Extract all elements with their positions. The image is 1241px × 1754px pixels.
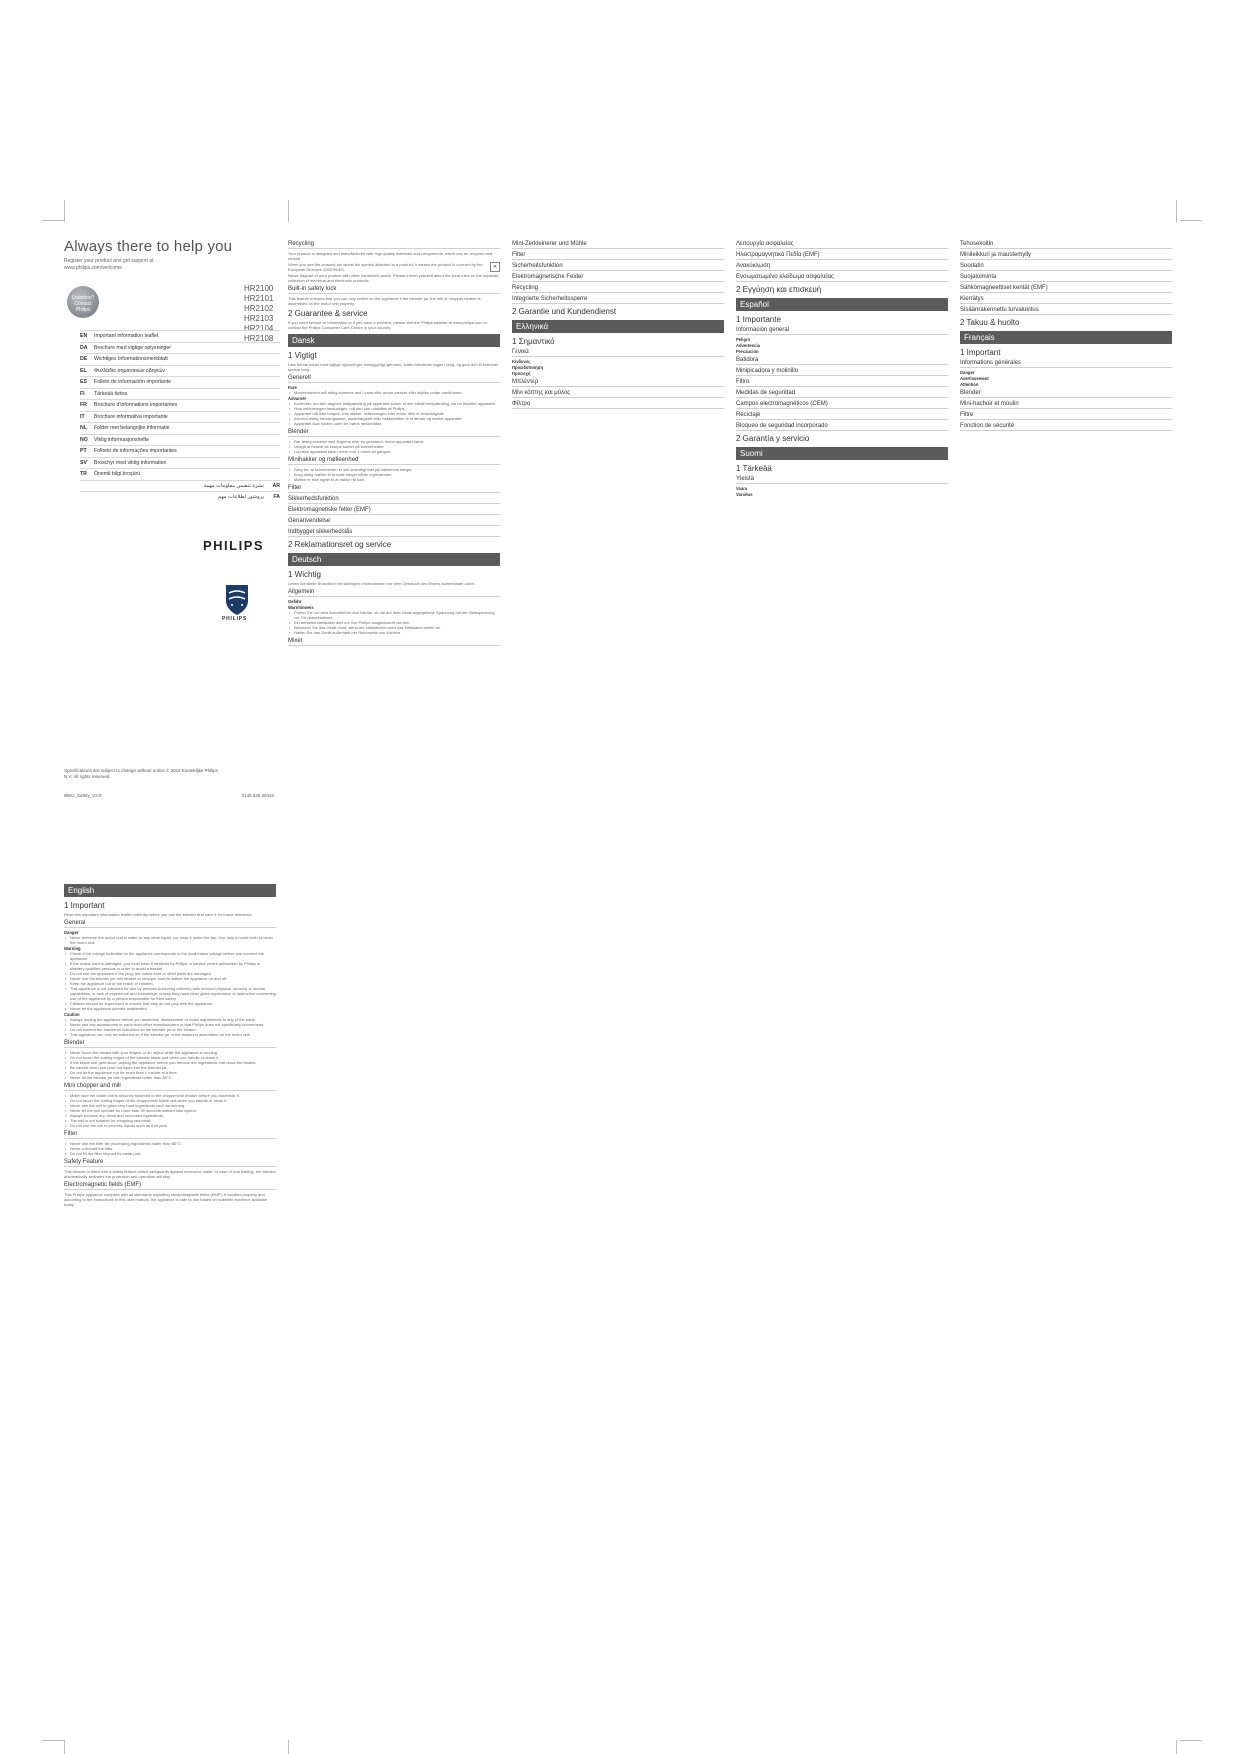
bullet: • Prüfen Sie vor dem Anschließen des Geräts, ob die auf dem Gerät angegebene Spannung mit der Netzspannung vor Ort übereinstimmt. xyxy=(288,610,500,620)
contact-badge: Question? Contact Philips xyxy=(67,286,99,318)
subsection-heading: Kierrätys xyxy=(960,296,1172,304)
bullet: • Never fill the blender jar with ingredients hotter than 80°C. xyxy=(64,1075,276,1080)
language-row xyxy=(80,422,280,434)
label: Advertencia xyxy=(736,343,760,348)
section-heading: 1 Tärkeää xyxy=(736,464,772,473)
language-code: NL xyxy=(80,425,87,432)
paragraph: If you need service or information or if you have a problem, please visit the Philips website at www.philips.com or contact the Philips Consumer Care Centre in your country. xyxy=(288,320,488,330)
label: Precaución xyxy=(736,349,759,354)
bullet: • Apparatet må ikke bruges, hvis stikket, netledningen eller andre dele er beskadigede. xyxy=(288,411,500,416)
language-code: SV xyxy=(80,459,87,466)
model-number: HR2104 xyxy=(244,324,274,333)
subsection-heading: Bloqueo de seguridad incorporado xyxy=(736,423,948,431)
subsection-heading: Filter xyxy=(288,485,500,493)
language-header: Suomi xyxy=(736,447,948,460)
bullet: • Always unplug the appliance before you assemble, disassemble or make adjustments to any of the parts. xyxy=(64,1017,276,1022)
subsection-heading: Mini-hachoir et moulin xyxy=(960,401,1172,409)
bullet: • Never use any accessories or parts from other manufacturers or that Philips does not specifically recommend. xyxy=(64,1022,276,1027)
bullet: • Hvis netledningen beskadiges, må den kun udskiftes af Philips. xyxy=(288,406,500,411)
language-row xyxy=(80,365,280,377)
bullet: • Do not use the appliance if the plug, the mains cord or other parts are damaged. xyxy=(64,971,276,976)
language-code: EN xyxy=(80,333,88,340)
label: Advarsel xyxy=(288,396,306,401)
model-number: HR2100 xyxy=(244,284,274,293)
label: Προειδοποίηση xyxy=(512,365,544,370)
bullet: • Make sure the blade unit is securely fastened to the chopper/mill beaker before you assemble it. xyxy=(64,1093,276,1098)
subsection-heading: Suodatin xyxy=(960,263,1172,271)
column-4 xyxy=(736,238,948,1738)
model-number: HR2102 xyxy=(244,304,274,313)
section-heading: 1 Important xyxy=(64,901,105,910)
model-number: HR2103 xyxy=(244,314,274,323)
subsection-heading: Electromagnetic fields (EMF) xyxy=(64,1182,276,1190)
section-heading: 2 Garantía y servicio xyxy=(736,434,810,443)
language-row xyxy=(80,376,280,388)
language-label: Brochure informativa importante xyxy=(94,413,168,420)
language-code: IT xyxy=(80,413,85,420)
column-2 xyxy=(288,238,500,1738)
doc-id: WEU_Safety_V2.0 xyxy=(64,793,102,798)
section-heading: 1 Wichtig xyxy=(288,570,321,579)
language-code: FI xyxy=(80,390,85,397)
subsection-heading: Sikkerhedsfunktion xyxy=(288,496,500,504)
crop-mark xyxy=(64,200,65,222)
bullet: • If the mains cord is damaged, you must have it replaced by Philips, a service centre authorised by Philips or similarly qualified persons in order to avoid a hazard. xyxy=(64,961,276,971)
language-row xyxy=(80,434,280,446)
label: Warnhinweis xyxy=(288,605,314,610)
language-row xyxy=(80,457,280,469)
subsection-heading: Blender xyxy=(64,1040,276,1048)
subsection-heading: Ανακύκλωση xyxy=(736,263,948,271)
subsection-heading: Filter xyxy=(64,1131,276,1139)
language-label: Tärkeää tietoa xyxy=(94,390,128,397)
bullet: • Do not touch the cutting edges of the blender blade unit when you handle or clean it. xyxy=(64,1055,276,1060)
subsection-heading: Fonction de sécurité xyxy=(960,423,1172,431)
language-code: FR xyxy=(80,402,87,409)
subsection-heading: Minihakker og mølleenhed xyxy=(288,457,500,465)
language-label: Brochure med vigtige oplysninger xyxy=(94,344,171,351)
crop-mark xyxy=(1180,1740,1202,1741)
subsection-heading: Mini-Zerkleinerer und Mühle xyxy=(512,241,724,249)
shield-wordmark: PHILIPS xyxy=(222,616,248,622)
bullet: • Never let the appliance operate unattended. xyxy=(64,1006,276,1011)
bullet: • Do not fill the filter beyond its metal part. xyxy=(64,1151,276,1156)
language-code: DA xyxy=(80,344,88,351)
english-section xyxy=(64,880,276,1740)
crop-mark xyxy=(1180,220,1202,221)
subsection-heading: Ηλεκτρομαγνητικά Πεδία (EMF) xyxy=(736,252,948,260)
subsection-heading: Medidas de seguridad xyxy=(736,390,948,398)
language-row xyxy=(80,353,280,365)
subsection-heading: Filter xyxy=(512,252,724,260)
doc-code-row xyxy=(64,793,274,798)
subsection-heading: Sisäänrakennettu turvalukitus xyxy=(960,307,1172,315)
bullet: • Anvend aldrig blenderglasset, møllebægeret eller hakkeskålen til at tænde og slukke apparatet. xyxy=(288,416,500,421)
language-header: English xyxy=(64,884,276,897)
philips-logo: PHILIPS xyxy=(203,538,265,553)
subsection-heading: Γενικά xyxy=(512,349,724,357)
bullet: • Ein defektes Netzkabel darf nur von Philips ausgetauscht werden. xyxy=(288,620,500,625)
crop-mark xyxy=(42,220,64,221)
bullet: • Lad ikke apparatet køre i mere end 1 minut ad gangen. xyxy=(288,449,500,454)
subsection-heading: Genanvendelse xyxy=(288,518,500,526)
language-label: Viktig informasjonshefte xyxy=(94,436,149,443)
recycle-bin-icon: ✕ xyxy=(490,262,500,272)
subsection-heading: Integrierte Sicherheitssperre xyxy=(512,296,724,304)
bullet: • Rør aldrig knivene med fingrene eller en genstand, mens apparatet kører. xyxy=(288,439,500,444)
subsection-heading: Campos electromagnéticos (CEM) xyxy=(736,401,948,409)
subsection-heading: Sicherheitsfunktion xyxy=(512,263,724,271)
bullet: • Brug aldrig møllen til at male meget hårde ingredienser. xyxy=(288,472,500,477)
bullet: • Always process dry, clean and uncooked ingredients. xyxy=(64,1113,276,1118)
subsection-heading: Minipicadora y molinillo xyxy=(736,368,948,376)
bullet: • Møllen er ikke egnet til at hakke råt kød. xyxy=(288,477,500,482)
paragraph: Lesen Sie diese Broschüre mit wichtigen Informationen vor dem Gebrauch des Mixers aufmerksam durch. xyxy=(288,581,476,586)
label: Fare xyxy=(288,385,297,390)
language-label: Folleto de información importante xyxy=(94,379,171,386)
bullet: • Never touch the blades with your fingers or an object while the appliance is running. xyxy=(64,1050,276,1055)
bullet: • Check if the voltage indicated on the appliance corresponds to the local mains voltage before you connect the appliance. xyxy=(64,951,276,961)
paragraph: Læs denne folder med vigtige oplysninger omhyggeligt igennem, inden blenderen tages i brug, og gem den til eventuel senere brug. xyxy=(288,362,498,372)
language-row xyxy=(80,480,280,492)
paragraph: This blender is fitted with a safety feature which safeguards against excessive loads. In case of overloading, the blender automatically activates the protection and operation will stop. xyxy=(64,1169,276,1179)
subsection-heading: Yleistä xyxy=(736,476,948,484)
label: Peligro xyxy=(736,337,751,342)
column-3 xyxy=(512,238,724,1738)
label: Caution xyxy=(64,1012,80,1017)
subsection-heading: Mini chopper and mill xyxy=(64,1083,276,1091)
subsection-heading: Recycling xyxy=(288,241,500,249)
subsection-heading: Μπλέντερ xyxy=(512,379,724,387)
language-header: Français xyxy=(960,331,1172,344)
label: Κίνδυνος xyxy=(512,359,531,364)
model-number: HR2108 xyxy=(244,334,274,343)
label: Danger xyxy=(64,930,79,935)
section-heading: 2 Takuu & huolto xyxy=(960,318,1020,327)
bullet: • The mill is not suitable for chopping raw meat. xyxy=(64,1118,276,1123)
subsection-heading: Built-in safety lock xyxy=(288,286,500,294)
language-row xyxy=(80,468,280,480)
crop-mark xyxy=(1176,200,1177,222)
subsection-heading: Elektromagnetische Felder xyxy=(512,274,724,282)
section-heading: 1 Important xyxy=(960,348,1001,357)
language-code: EL xyxy=(80,367,87,374)
language-header: Dansk xyxy=(288,334,500,347)
crop-mark xyxy=(42,1740,64,1741)
paragraph: Read this important information leaflet carefully before you use the blender and save it for future reference. xyxy=(64,912,253,917)
bullet: • Be careful when you pour hot liquid into the blender jar. xyxy=(64,1065,276,1070)
bullet: • Halten Sie das Gerät außerhalb der Reichweite von Kindern. xyxy=(288,630,500,635)
label: Avertissement xyxy=(960,376,989,381)
language-row xyxy=(80,491,280,503)
subsection-heading: Tehosekoitin xyxy=(960,241,1172,249)
language-label: Φυλλάδιο σημαντικών οδηγιών xyxy=(94,367,165,374)
language-label: بروشور اطلاعات مهم xyxy=(217,494,264,501)
label: Προσοχή xyxy=(512,371,531,376)
section-heading: 2 Reklamationsret og service xyxy=(288,540,392,549)
section-heading: 2 Guarantee & service xyxy=(288,309,368,318)
label: Attention xyxy=(960,382,979,387)
bullet: • Sørg for, at knivenheden er sat ordentligt fast på hakkerens bæger. xyxy=(288,467,500,472)
subsection-heading: Minileikkuri ja maustemylly xyxy=(960,252,1172,260)
subsection-heading: Elektromagnetiske felter (EMF) xyxy=(288,507,500,515)
bullet: • Do not let the appliance run for more than 1 minute at a time. xyxy=(64,1070,276,1075)
label: Vaara xyxy=(736,486,748,491)
subsection-heading: Ενσωματωμένο κλείδωμα ασφαλείας xyxy=(736,274,948,282)
bullet: • Keep the appliance out of the reach of children. xyxy=(64,981,276,986)
language-label: نشرة تتضمن معلومات مهمة xyxy=(203,482,264,489)
language-code: AR xyxy=(272,482,280,489)
language-list xyxy=(80,330,280,503)
section-heading: 1 Importante xyxy=(736,315,781,324)
language-row xyxy=(80,399,280,411)
subsection-heading: Batidora xyxy=(736,357,948,365)
language-label: Broschyr med viktig information xyxy=(94,459,167,466)
bullet: • Apparatet skal holdes uden for børns rækkevidde. xyxy=(288,421,500,426)
bullet: • Never use the filter for processing ingredients hotter than 80°C. xyxy=(64,1141,276,1146)
language-row xyxy=(80,388,280,400)
label: Gefahr xyxy=(288,599,302,604)
subsection-heading: Blender xyxy=(288,429,500,437)
language-code: FA xyxy=(273,494,280,501)
subsection-heading: Λειτουργία ασφαλείας xyxy=(736,241,948,249)
paragraph: When you see the crossed-out wheel bin symbol attached to a product, it means the product is covered by the European Directive 2002/96/EC. xyxy=(288,262,483,272)
section-heading: 2 Εγγύηση και επισκευή xyxy=(736,285,822,294)
language-code: DE xyxy=(80,356,88,363)
subsection-heading: Indbygget sikkerhedslås xyxy=(288,529,500,537)
bullet: • Never use the mill to grind very hard ingredients such as nutmeg. xyxy=(64,1103,276,1108)
subsection-heading: Filtre xyxy=(960,412,1172,420)
language-row xyxy=(80,445,280,457)
paragraph: This Philips appliance complies with all standards regarding electromagnetic fields (EMF). If handled properly and according to the instructions in this user manual, the appliance is safe to use based on scientific evidence available today. xyxy=(64,1192,268,1207)
crop-mark xyxy=(288,1740,289,1754)
spec-note: Specifications are subject to change without notice © 2014 Koninklijke Philips N.V. All rights reserved. xyxy=(64,768,218,779)
bullet: • Motorenheden må aldrig kommes ned i vand eller andre væsker eller skylles under vandhanen. xyxy=(288,390,500,395)
bullet: • Kontroller, om den angivne netspænding på apparatet svarer til den lokale netspænding, før du tilslutter apparatet. xyxy=(288,401,500,406)
section-heading: 1 Vigtigt xyxy=(288,351,317,360)
paragraph: This feature ensures that you can only switch on the appliance if the blender jar, the mill or chopper beaker is assembled on the motor unit properly. xyxy=(288,296,481,306)
subsection-heading: Recycling xyxy=(512,285,724,293)
crop-mark xyxy=(1176,1740,1177,1754)
section-heading: 2 Garantie und Kundendienst xyxy=(512,307,617,316)
subsection-heading: Suojatoiminta xyxy=(960,274,1172,282)
language-label: Important information leaflet xyxy=(94,333,159,340)
bullet: • Benutzen Sie das Gerät nicht, wenn der Netzstecker oder das Netzkabel defekt ist. xyxy=(288,625,500,630)
language-header: Ελληνικά xyxy=(512,320,724,333)
language-code: ES xyxy=(80,379,87,386)
subsection-heading: General xyxy=(64,920,276,928)
language-row xyxy=(80,330,280,342)
subsection-heading: Μίνι κόπτης και μύλος xyxy=(512,390,724,398)
label: Varoitus xyxy=(736,492,753,497)
philips-shield-icon xyxy=(224,583,250,617)
subsection-heading: Informations générales xyxy=(960,360,1172,368)
cover-subtitle: Register your product and get support at www.philips.com/welcome xyxy=(64,258,154,271)
crop-mark xyxy=(288,200,289,222)
bullet: • Do not use the mill to process liquids such as fruit juice. xyxy=(64,1123,276,1128)
language-row xyxy=(80,411,280,423)
subsection-heading: Información general xyxy=(736,327,948,335)
crop-mark xyxy=(64,1740,65,1754)
subsection-heading: Mixer xyxy=(288,638,500,646)
subsection-heading: Safety Feature xyxy=(64,1159,276,1167)
subsection-heading: Filtro xyxy=(736,379,948,387)
subsection-heading: Φίλτρο xyxy=(512,401,724,409)
language-label: Folheto de informações importantes xyxy=(94,448,177,455)
bullet: • This appliance is not intended for use by persons (including children) with reduced physical, sensory or mental capabilities, or lack of experience and knowledge, unless they have been given supervision or instruction concerning use of the appliance by a person responsible for their safety. xyxy=(64,986,276,1001)
language-code: TR xyxy=(80,471,87,478)
language-header: Deutsch xyxy=(288,553,500,566)
section-heading: 1 Σημαντικό xyxy=(512,337,555,346)
label: Danger xyxy=(960,370,975,375)
label: Warning xyxy=(64,946,81,951)
bullet: • Do not touch the cutting edges of the chopper/mill blade unit when you handle or clean it. xyxy=(64,1098,276,1103)
bullet: • Never use the blender jar, mill beaker or chopper bowl to switch the appliance on and off. xyxy=(64,976,276,981)
language-label: Brochure d'informations importantes xyxy=(94,402,178,409)
language-label: Wichtiges Informationsmerkblatt xyxy=(94,356,168,363)
language-row xyxy=(80,342,280,354)
subsection-heading: Sähkömagneettiset kentät (EMF) xyxy=(960,285,1172,293)
model-number: HR2101 xyxy=(244,294,274,303)
bullet: • Do not exceed the maximum indication on the blender jar or the beaker. xyxy=(64,1027,276,1032)
bullet: • Undgå at berøre de skarpe kanter på knivenheden. xyxy=(288,444,500,449)
column-5 xyxy=(960,238,1172,1738)
doc-number: 3140 035 30432 xyxy=(241,793,274,798)
bullet: • Never overload the filter. xyxy=(64,1146,276,1151)
bullet: • This appliance can only be switched on if the blender jar or the beaker is assembled on the motor unit. xyxy=(64,1032,276,1037)
language-label: Önemli bilgi broşürü xyxy=(94,471,141,478)
subsection-heading: Blender xyxy=(960,390,1172,398)
language-label: Folder met belangrijke informatie xyxy=(94,425,170,432)
bullet: • Children should be supervised to ensure that they do not play with the appliance. xyxy=(64,1001,276,1006)
bullet: • Never immerse the motor unit in water or any other liquid, nor rinse it under the tap. Use only a moist cloth to clean the motor unit. xyxy=(64,935,276,945)
subsection-heading: Reciclaje xyxy=(736,412,948,420)
cover-title: Always there to help you xyxy=(64,238,233,255)
bullet: • If the blade unit gets stuck, unplug the appliance before you remove the ingredients that block the blades. xyxy=(64,1060,276,1065)
language-header: Español xyxy=(736,298,948,311)
language-code: PT xyxy=(80,448,87,455)
paragraph: Your product is designed and manufactured with high quality materials and components, which can be recycled and reused. xyxy=(288,251,493,261)
subsection-heading: Generelt xyxy=(288,375,500,383)
subsection-heading: Allgemein xyxy=(288,589,500,597)
paragraph: Never dispose of your product with other household waste. Please inform yourself about the local rules on the separate collection of electrical and electronic products. xyxy=(288,273,499,283)
language-code: NO xyxy=(80,436,88,443)
bullet: • Never let the mill operate for more than 30 seconds without interruption. xyxy=(64,1108,276,1113)
